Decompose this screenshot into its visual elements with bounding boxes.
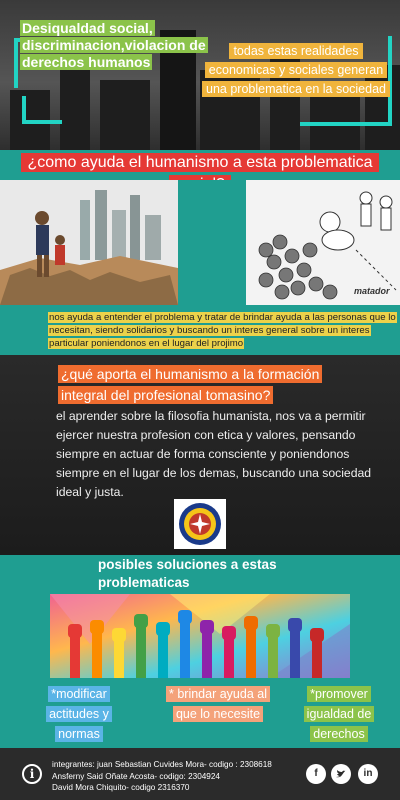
poverty-illustration [0, 180, 178, 305]
raised-hands-illustration [50, 594, 350, 678]
question-heading: ¿como ayuda el humanismo a esta problematica [0, 152, 400, 196]
university-seal-logo [174, 499, 226, 549]
header-title: Desiqualdad social, discriminacion,violacion de derechos humanos [22, 20, 206, 70]
twitter-icon[interactable] [331, 764, 351, 784]
solution-item: *modificar actitudes y normas [36, 684, 122, 744]
facebook-icon[interactable]: f [306, 764, 326, 784]
solution-item: * brindar ayuda al que lo necesite [158, 684, 278, 724]
linkedin-icon[interactable]: in [358, 764, 378, 784]
credits-line: David Mora Chiquito- codigo 2316370 [52, 783, 190, 792]
decorative-frame [22, 96, 62, 124]
solutions-title: posibles soluciones a estas problematicas [98, 557, 277, 590]
credits-line: Ansferny Said Oñate Acosta- codigo: 2304924 [52, 771, 220, 781]
info-icon[interactable]: i [22, 764, 42, 784]
cartoon-caption: matador [354, 286, 390, 296]
credits-text [52, 759, 304, 794]
cartoon-illustration [246, 180, 400, 305]
header-subtitle: todas estas realidades economicas y sociales generan una problematica en la sociedad [202, 42, 390, 99]
solution-item: *promover igualdad de derechos [294, 684, 384, 744]
teal-band [178, 180, 246, 305]
answer-text: el aprender sobre la filosofia humanista, nos va a permitir ejercer nuestra profesion con etica y valores, pensando siempre en actuar de forma consciente y poniendonos siempre en el lugar de los demas, buscando una sociedad ideal y justa. [56, 409, 372, 499]
question-heading: ¿qué aporta el humanismo a la formación integral del profesional tomasino? [58, 364, 338, 406]
credits-line: integrantes: juan Sebastian Cuvides Mora- codigo : 2308618 [52, 760, 272, 769]
answer-text: nos ayuda a entender el problema y tratar de brindar ayuda a las personas que lo necesitan, siendo solidarios y buscando un interes general sobre un interes particular poniendonos en el lugar del projimo [49, 312, 396, 349]
